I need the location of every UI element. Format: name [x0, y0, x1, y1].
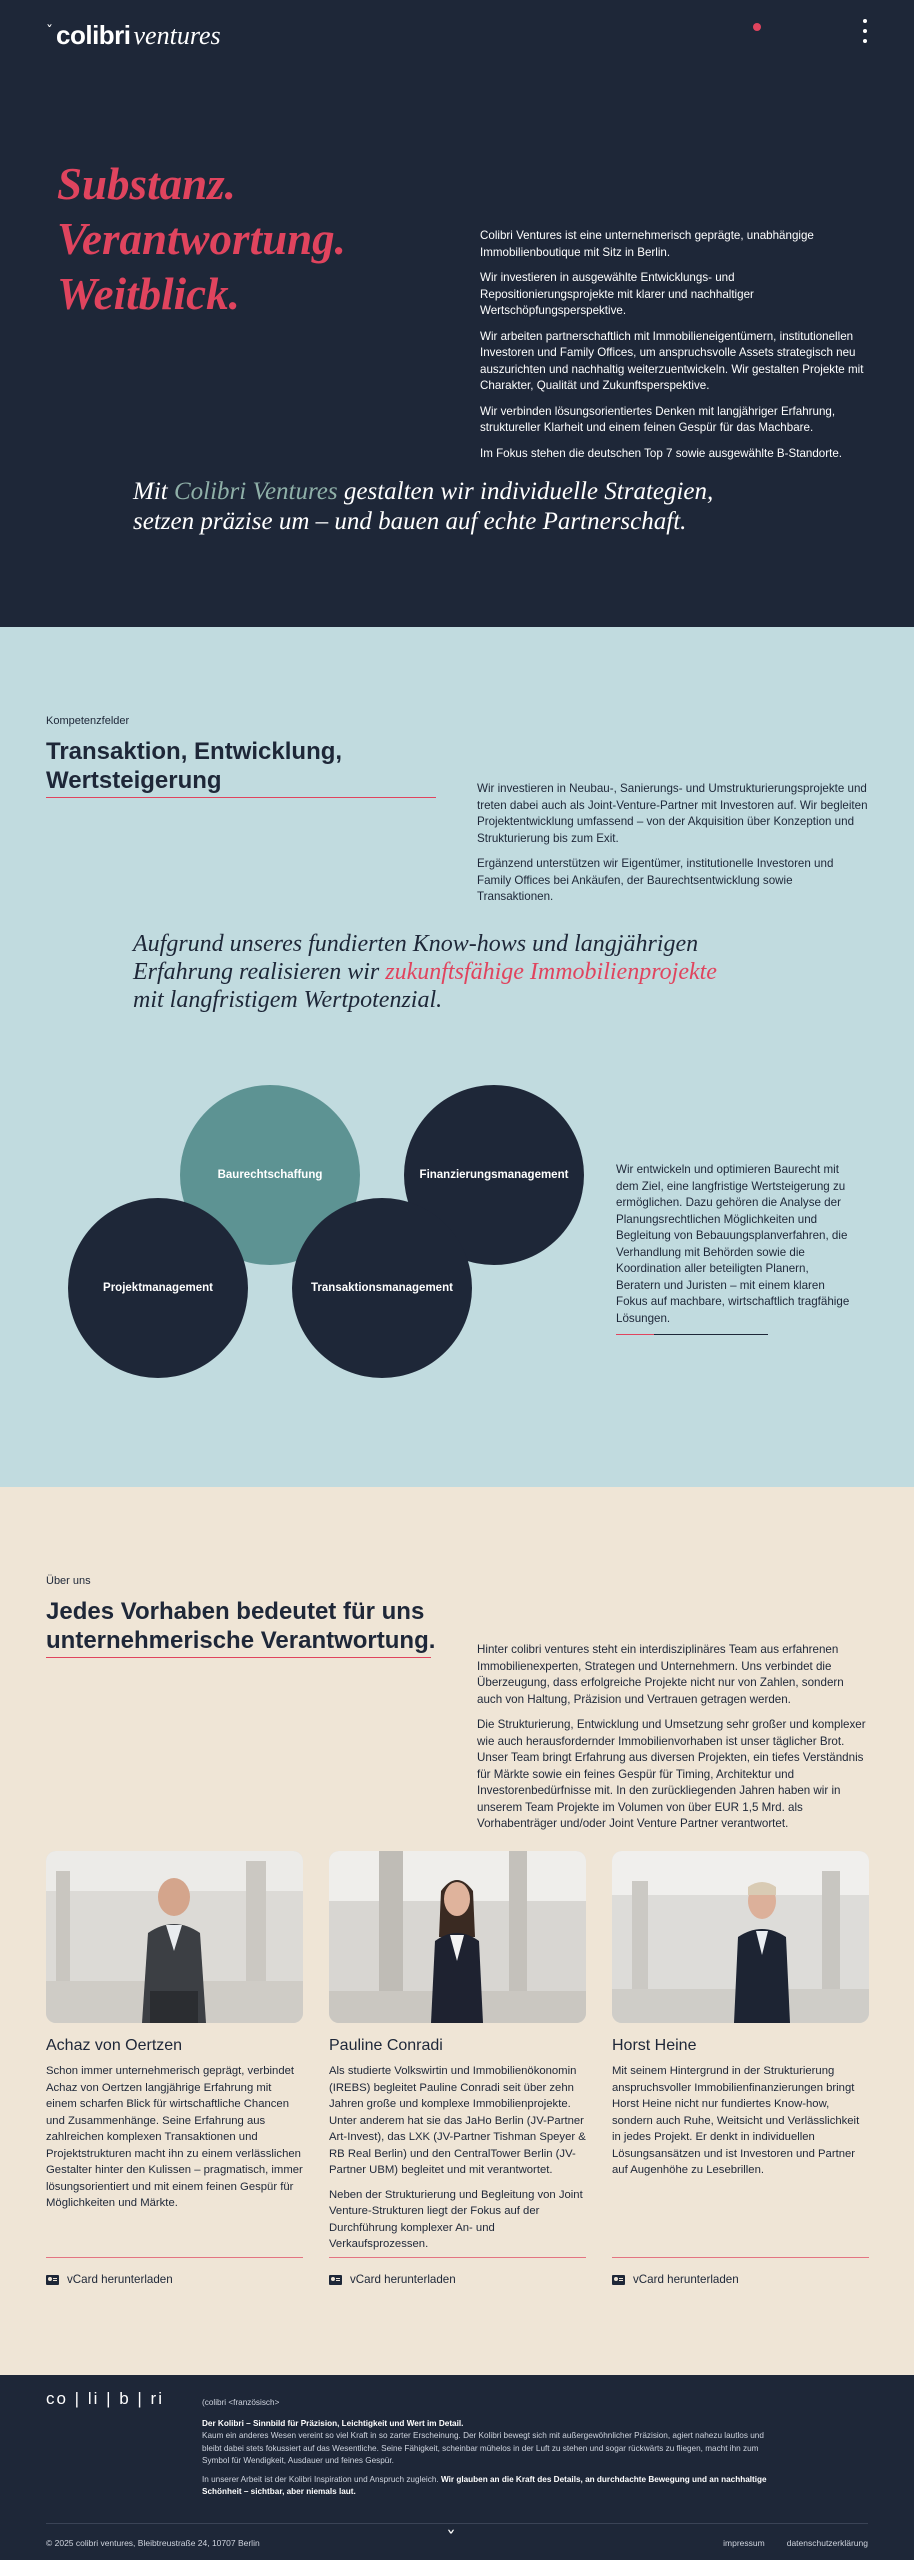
- member-bio-paragraph: Schon immer unternehmerisch geprägt, verbindet Achaz von Oertzen langjährige Erfahrung mit einem scharfen Blick für wirtschaftliche Chancen und Zusammenhänge. Seine Erfahrung aus zahlreichen komplexen Transaktionen und Projektstrukturen macht ihn zu einem verlässlichen Gestalter hinter den Kulissen – pragmatisch, immer lösungsorientiert und mit einem feinen Gespür für Möglichkeiten und Märkte.: [46, 2065, 303, 2209]
- competences-quote-pre: Aufgrund unseres fundierten Know-hows und langjährigen Erfahrung realisieren wir: [133, 931, 699, 985]
- competence-progress-track: [654, 1334, 768, 1335]
- vcard-icon: [329, 2275, 342, 2285]
- footer-about: [202, 2397, 772, 2505]
- about-eyebrow: Über uns: [46, 1575, 91, 1587]
- team-card: [329, 1851, 586, 2261]
- about-section: [0, 1487, 914, 2375]
- hero-headline: Substanz. Verantwortung. Weitblick.: [57, 159, 346, 319]
- notification-dot-icon: [753, 23, 761, 31]
- footer-text-bold: Der Kolibri – Sinnbild für Präzision, Leichtigkeit und Wert im Detail.: [202, 2418, 464, 2428]
- footer-links: [723, 2538, 868, 2548]
- hero-quote: [133, 477, 733, 537]
- member-bio: [612, 2063, 869, 2179]
- team-photo: [612, 1851, 869, 2023]
- vcard-download-link[interactable]: [329, 2273, 456, 2286]
- hero-paragraph: Colibri Ventures ist eine unternehmerisch geprägte, unabhängige Immobilienboutique mit Sitz in Berlin.: [480, 229, 814, 259]
- circle-baurechtschaffung[interactable]: Baurechtschaffung: [180, 1085, 360, 1265]
- circle-projektmanagement[interactable]: Projektmanagement: [68, 1198, 248, 1378]
- competences-eyebrow: Kompetenzfelder: [46, 715, 130, 727]
- footer-col-title: (colibri <französisch>: [202, 2398, 280, 2407]
- vcard-download-link[interactable]: [612, 2273, 739, 2286]
- competences-quote-post: mit langfristigem Wertpotenzial.: [133, 987, 443, 1013]
- logo-sub: ventures: [133, 21, 221, 50]
- competence-progress-active: [616, 1334, 654, 1335]
- circle-finanzierungsmanagement[interactable]: Finanzierungsmanagement: [404, 1085, 584, 1265]
- about-paragraph: Die Strukturierung, Entwicklung und Umsetzung sehr großer und komplexer wie auch herausfordernder Immobilienvorhaben ist unser täglicher Brot. Unser Team bringt Erfahrung aus diversen Projekten, ein tiefes Verständnis für Märkte sowie ein feines Gespür für Timing, Architektur und Investorenbedürfnisse mit. In den zurückliegenden Jahren haben wir in unserem Team Projekte im Volumen von über EUR 1,5 Mrd. als Vorhabenträger und/oder Joint Venture Partner verantwortet.: [477, 1718, 866, 1830]
- team-photo: [46, 1851, 303, 2023]
- vcard-label: vCard herunterladen: [350, 2273, 456, 2286]
- card-divider: [329, 2257, 586, 2258]
- footer-text-body: In unserer Arbeit ist der Kolibri Inspiration und Anspruch zugleich.: [202, 2474, 441, 2484]
- footer-copyright: © 2025 colibri ventures, Bleibtreustraße 24, 10707 Berlin: [46, 2538, 260, 2548]
- competences-paragraph: Ergänzend unterstützen wir Eigentümer, institutionelle Investoren und Family Offices bei Ankäufen, der Baurechtsentwicklung sowie Transaktionen.: [477, 857, 834, 903]
- team-photo: [329, 1851, 586, 2023]
- colibri-mark-icon: ˇ: [46, 24, 53, 40]
- vcard-label: vCard herunterladen: [633, 2273, 739, 2286]
- hero-section: [0, 0, 914, 627]
- member-bio-paragraph: Neben der Strukturierung und Begleitung von Joint Venture-Strukturen liegt der Fokus auf der Durchführung komplexer An- und Verkaufsprozessen.: [329, 2188, 583, 2250]
- about-paragraph: Hinter colibri ventures steht ein interdisziplinäres Team aus erfahrenen Immobilienexperten, Strategen und Unternehmern. Uns verbindet die Überzeugung, dass erfolgreiche Projekte nicht nur von Zahlen, sondern auch von Haltung, Präzision und Vertrauen getragen werden.: [477, 1643, 844, 1706]
- footer-link-datenschutz[interactable]: datenschutzerklärung: [786, 2538, 868, 2548]
- competences-section: [0, 627, 914, 1487]
- footer-divider: [46, 2523, 868, 2524]
- about-divider: [46, 1657, 431, 1658]
- site-footer: [0, 2375, 914, 2560]
- vcard-icon: [46, 2275, 59, 2285]
- vcard-label: vCard herunterladen: [67, 2273, 173, 2286]
- competences-title: Transaktion, Entwicklung, Wertsteigerung: [46, 738, 343, 794]
- member-name: Pauline Conradi: [329, 2037, 443, 2054]
- member-bio-paragraph: Mit seinem Hintergrund in der Strukturierung anspruchsvoller Immobilienfinanzierungen bringt Horst Heine nicht nur fundiertes Know-how, sondern auch Ruhe, Weitsicht und Verlässlichkeit in jedes Projekt. Er denkt in individuellen Lösungsansätzen und ist Investoren und Partner auf Augenhöhe zu Lesebrillen.: [612, 2065, 860, 2176]
- circle-transaktionsmanagement[interactable]: Transaktionsmanagement: [292, 1198, 472, 1378]
- hero-quote-accent: Colibri Ventures: [173, 478, 338, 505]
- competences-paragraph: Wir investieren in Neubau-, Sanierungs- und Umstrukturierungsprojekte und treten dabei auch als Joint-Venture-Partner mit Investoren auf. Wir begleiten Projektentwicklung umfassend – von der Akquisition über Konzeption und Strukturierung bis zum Exit.: [477, 782, 868, 845]
- member-bio: [329, 2063, 586, 2253]
- member-name: Achaz von Oertzen: [46, 2037, 183, 2054]
- colibri-mark-icon: ˇ: [446, 2527, 456, 2551]
- footer-text-bold: Wir glauben an die Kraft des Details, an durchdachte Bewegung und an nachhaltige Schönheit – sichtbar, aber niemals laut.: [202, 2474, 767, 2496]
- member-bio: [46, 2063, 303, 2212]
- card-divider: [612, 2257, 869, 2258]
- hero-quote-pre: Mit: [133, 478, 174, 505]
- hero-paragraph: Wir investieren in ausgewählte Entwicklungs- und Repositionierungsprojekte mit klarer und nachhaltiger Wertschöpfungsperspektive.: [480, 271, 754, 317]
- footer-link-impressum[interactable]: impressum: [723, 2538, 765, 2548]
- competences-intro: [477, 781, 869, 915]
- hero-quote-post: gestalten wir individuelle Strategien, setzen präzise um – und bauen auf echte Partnerschaft.: [133, 478, 714, 535]
- member-name: Horst Heine: [612, 2037, 697, 2054]
- team-card: [46, 1851, 303, 2220]
- hero-paragraph: Im Fokus stehen die deutschen Top 7 sowie ausgewählte B-Standorte.: [480, 446, 842, 460]
- team-card: [612, 1851, 869, 2187]
- competence-description: Wir entwickeln und optimieren Baurecht mit dem Ziel, eine langfristige Wertsteigerung zu ermöglichen. Dazu gehören die Analyse der Planungsrechtlichen Möglichkeiten und Begleitung von Bebauungsplanverfahren, die Verhandlung mit Behörden sowie die Koordination aller beteiligten Planern, Beratern und Juristen – mit einem klaren Fokus auf machbare, wirtschaftlich tragfähige Lösungen.: [616, 1163, 850, 1325]
- hero-paragraph: Wir verbinden lösungsorientiertes Denken mit langjähriger Erfahrung, struktureller Klarheit und einem feinen Gespür für das Machbare.: [480, 404, 836, 434]
- competences-divider: [46, 797, 436, 798]
- footer-text: [202, 2418, 772, 2468]
- footer-text-body: Kaum ein anderes Wesen vereint so viel Kraft in so zarter Erscheinung. Der Kolibri bewegt sich mit außergewöhnlicher Präzision, agiert nahezu lautlos und bleibt dabei stets fokussiert auf das Wesentliche. Seine Fähigkeit, scheinbar mühelos in der Luft zu stehen und sogar rückwärts zu fliegen, macht ihn zum Symbol für Wendigkeit, Ausdauer und feines Gespür.: [202, 2431, 764, 2465]
- about-intro: [477, 1642, 869, 1842]
- site-logo[interactable]: [46, 20, 221, 51]
- card-divider: [46, 2257, 303, 2258]
- hero-intro: [480, 228, 870, 471]
- member-bio-paragraph: Als studierte Volkswirtin und Immobilienökonomin (IREBS) begleitet Pauline Conradi seit über zehn Jahren große und komplexe Immobilienprojekte. Unter anderem hat sie das JaHo Berlin (JV-Partner Art-Invest), das LXK (JV-Partner Tishman Speyer & RB Real Berlin) und den CentralTower Berlin (JV-Partner UBM) begleitet und mit verantwortet.: [329, 2065, 586, 2176]
- competences-quote-accent: zukunftsfähige Immobilienprojekte: [385, 959, 717, 985]
- vcard-icon: [612, 2275, 625, 2285]
- competences-quote: [133, 930, 753, 1014]
- footer-text: [202, 2474, 772, 2499]
- vcard-download-link[interactable]: [46, 2273, 173, 2286]
- footer-logo[interactable]: co | li | b | ri: [46, 2389, 164, 2408]
- hero-paragraph: Wir arbeiten partnerschaftlich mit Immobilieneigentümern, institutionellen Investoren und Family Offices, um anspruchsvolle Assets strategisch neu auszurichten und nachhaltig weiterzuentwickeln. Wir gestalten Projekte mit Charakter, Qualität und Zukunftsperspektive.: [480, 329, 864, 392]
- logo-word: colibri: [56, 20, 131, 50]
- menu-dots-icon[interactable]: [857, 19, 873, 43]
- about-title: Jedes Vorhaben bedeutet für uns unternehmerische Verantwortung.: [46, 1598, 436, 1654]
